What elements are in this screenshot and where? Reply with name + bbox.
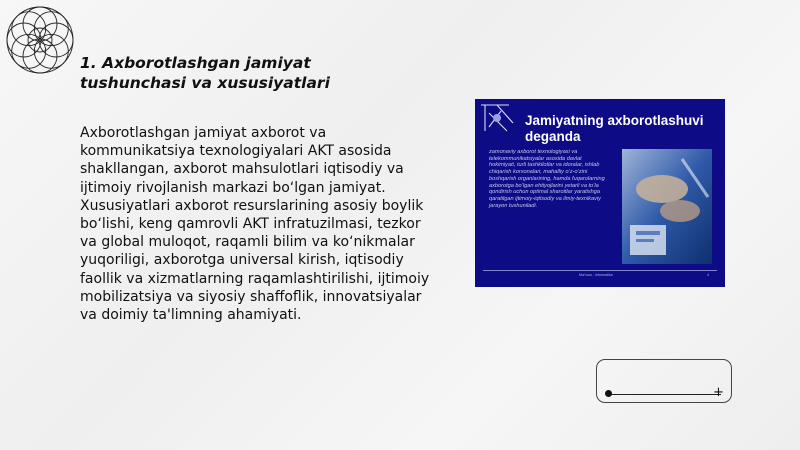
embedded-slide-image bbox=[475, 99, 725, 287]
slide-title: 1. Axborotlashgan jamiyat tushunchasi va xususiyatlari bbox=[80, 54, 330, 92]
progress-slider[interactable] bbox=[596, 359, 732, 403]
embedded-slide-page-number: 4 bbox=[707, 273, 709, 277]
dot-icon[interactable] bbox=[605, 390, 612, 397]
embedded-slide-title: Jamiyatning axborotlashuvi deganda bbox=[525, 113, 704, 144]
slider-track[interactable] bbox=[609, 394, 721, 395]
plus-icon[interactable]: + bbox=[713, 385, 724, 400]
embedded-slide-divider bbox=[483, 270, 717, 271]
embedded-slide-footer: Ma'ruza - Informatika bbox=[579, 273, 613, 277]
slide-body-text: Axborotlashgan jamiyat axborot va kommunikatsiya texnologiyalari AKT asosida shakllangan, axborot mahsulotlari iqtisodiy va ijtimoiy rivojlanish markazi bo‘lgan jamiyat. Xususiyatlari axborot resurslarining asosiy boylik bo‘lishi, keng qamrovli AKT infratuzilmasi, tezkor va global muloqot, raqamli bilim va ko‘nikmalar yuqoriligi, axborotga universal kirish, iqtisodiy faollik va xizmatlarning raqamlashtirilishi, ijtimoiy mobilizatsiya va siyosiy shaffoflik, innovatsiyalar va doimiy ta'limning ahamiyati. bbox=[80, 125, 430, 324]
decorative-circles-logo-icon bbox=[4, 4, 76, 76]
embedded-slide-logo-icon bbox=[479, 101, 515, 137]
embedded-slide-photo bbox=[622, 149, 712, 264]
embedded-slide-text: zamonaviy axborot texnologiyasi va telekommunikatsiyalar asosida davlat hokimiyati, turli tashkilotlar va idoralar, ishlab chiqarish korxonalari, mahalliy o‘z-o‘zini boshqarish organlarining, hamda fuqarolarning axborotga bo‘lgan ehtiyojlarini yetarli va to‘la qondirish uchun optimal sharoitlar yaratishga qaratilgan ijtimoiy-iqtisodiy va ilmiy-texnikaviy jarayon tushuniladi. bbox=[489, 149, 605, 209]
